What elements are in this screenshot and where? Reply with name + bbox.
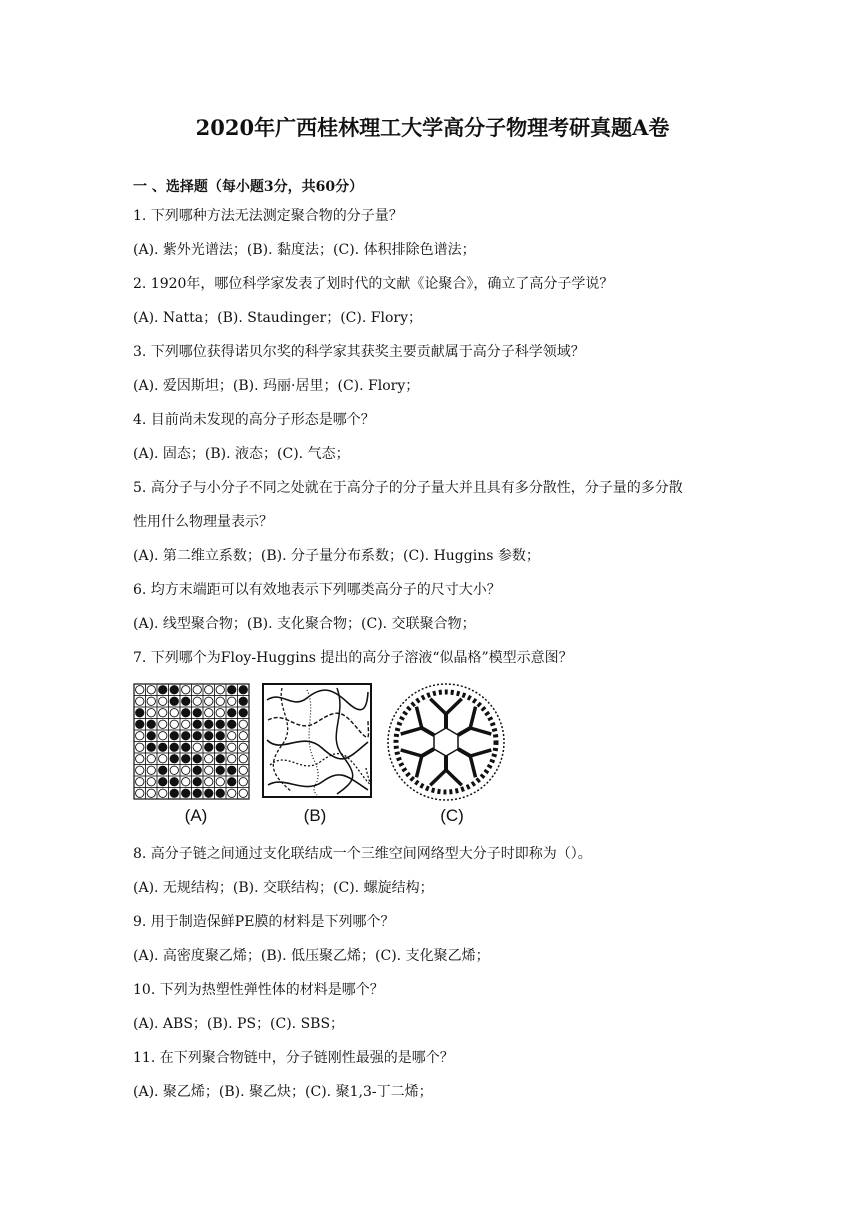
options-6: (A). 线型聚合物；(B). 支化聚合物；(C). 交联聚合物； [133,616,476,632]
section-heading: 一 、选择题（每小题3分，共60分） [133,179,364,195]
options-2: (A). Natta；(B). Staudinger；(C). Flory； [133,310,422,326]
question-1: 1. 下列哪种方法无法测定聚合物的分子量？ [133,208,403,224]
options-3: (A). 爱因斯坦；(B). 玛丽·居里；(C). Flory； [133,378,420,394]
document-title: 2020年广西桂林理工大学高分子物理考研真题A卷 [195,115,670,140]
question-11: 11. 在下列聚合物链中，分子链刚性最强的是哪个？ [133,1050,454,1066]
question-7: 7. 下列哪个为Floy-Huggins 提出的高分子溶液“似晶格”模型示意图？ [133,650,573,666]
tangled-chain-image [263,684,371,797]
lattice-grid-image [134,684,249,799]
options-4: (A). 固态；(B). 液态；(C). 气态； [133,446,350,462]
question-3: 3. 下列哪位获得诺贝尔奖的科学家其获奖主要贡献属于高分子科学领域？ [133,344,585,360]
options-8: (A). 无规结构；(B). 交联结构；(C). 螺旋结构； [133,880,434,896]
question-9: 9. 用于制造保鲜PE膜的材料是下列哪个？ [133,914,395,930]
figure-label-b: (B) [303,806,327,825]
question-2: 2. 1920年，哪位科学家发表了划时代的文献《论聚合》，确立了高分子学说？ [133,276,614,292]
options-10: (A). ABS；(B). PS；(C). SBS； [133,1016,345,1032]
figure-label-a: (A) [184,806,208,825]
question-6: 6. 均方末端距可以有效地表示下列哪类高分子的尺寸大小？ [133,582,501,598]
figure-label-c: (C) [440,806,464,825]
options-11: (A). 聚乙烯；(B). 聚乙炔；(C). 聚1,3-丁二烯； [133,1084,433,1100]
options-9: (A). 高密度聚乙烯；(B). 低压聚乙烯；(C). 支化聚乙烯； [133,948,490,964]
question-8: 8. 高分子链之间通过支化联结成一个三维空间网络型大分子时即称为（）。 [133,846,592,862]
question-5: 5. 高分子与小分子不同之处就在于高分子的分子量大并且具有多分散性，分子量的多分散 [133,480,683,496]
options-5: (A). 第二维立系数；(B). 分子量分布系数；(C). Huggins 参数； [133,548,540,564]
question-5-cont: 性用什么物理量表示？ [133,514,273,530]
dendrimer-image [388,684,504,800]
question-4: 4. 目前尚未发现的高分子形态是哪个？ [133,412,375,428]
question-10: 10. 下列为热塑性弹性体的材料是哪个？ [133,982,384,998]
options-1: (A). 紫外光谱法；(B). 黏度法；(C). 体积排除色谱法； [133,242,476,258]
